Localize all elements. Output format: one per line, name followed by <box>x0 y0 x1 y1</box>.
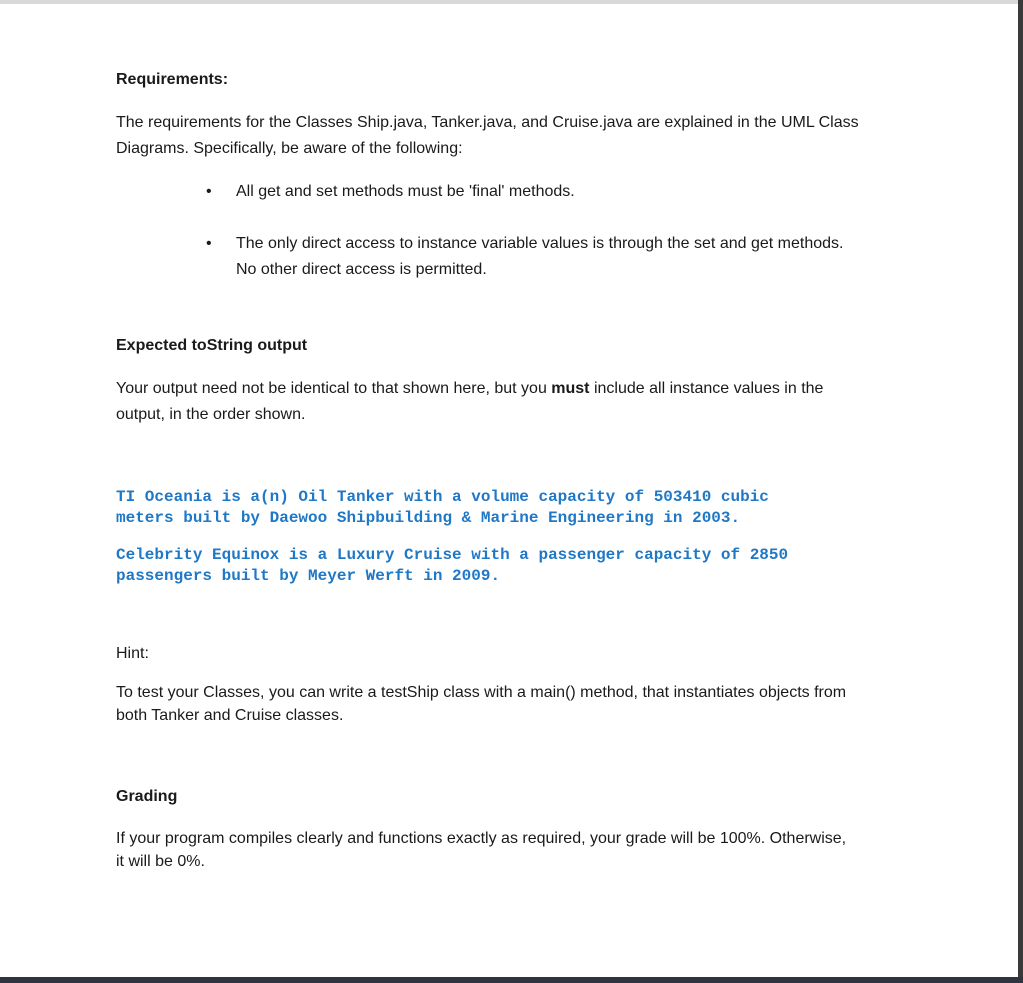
bullet-marker: • <box>206 183 212 200</box>
tostring-heading: Expected toString output <box>116 337 308 354</box>
grading-line2: it will be 0%. <box>116 853 205 870</box>
requirements-heading: Requirements: <box>116 71 229 88</box>
tostring-para-line1 <box>116 376 896 402</box>
bullet-direct-access-line2: No other direct access is permitted. <box>236 261 487 278</box>
grading-line1: If your program compiles clearly and functions exactly as required, your grade will be 100%. Otherwise, <box>116 830 847 847</box>
bullet-direct-access-line1: The only direct access to instance variable values is through the set and get methods. <box>236 235 844 252</box>
tostring-para-line2: output, in the order shown. <box>116 406 306 423</box>
tostring-para-emphasis: must <box>551 380 590 397</box>
viewer-scrollbar-edge[interactable] <box>1018 0 1023 983</box>
hint-line2: both Tanker and Cruise classes. <box>116 707 344 724</box>
example-cruise-line2: passengers built by Meyer Werft in 2009. <box>116 567 501 585</box>
example-cruise-line1: Celebrity Equinox is a Luxury Cruise with a passenger capacity of 2850 <box>116 546 789 564</box>
tostring-para-text: include all instance values in the <box>589 380 824 397</box>
bullet-marker: • <box>206 235 212 252</box>
hint-label: Hint: <box>116 645 149 662</box>
tostring-para-text: Your output need not be identical to that shown here, but you <box>116 380 552 397</box>
document-page <box>116 0 896 970</box>
grading-heading: Grading <box>116 788 178 805</box>
requirements-intro-line2: Diagrams. Specifically, be aware of the following: <box>116 140 463 157</box>
hint-line1: To test your Classes, you can write a testShip class with a main() method, that instantiates objects from <box>116 684 847 701</box>
requirements-intro-line1: The requirements for the Classes Ship.java, Tanker.java, and Cruise.java are explained in the UML Class <box>116 114 859 131</box>
example-tanker-line1: TI Oceania is a(n) Oil Tanker with a volume capacity of 503410 cubic <box>116 488 769 506</box>
example-tanker-line2: meters built by Daewoo Shipbuilding & Marine Engineering in 2003. <box>116 509 741 527</box>
bullet-final-methods: All get and set methods must be 'final' methods. <box>236 183 575 200</box>
viewer-bottom-edge <box>0 977 1023 983</box>
